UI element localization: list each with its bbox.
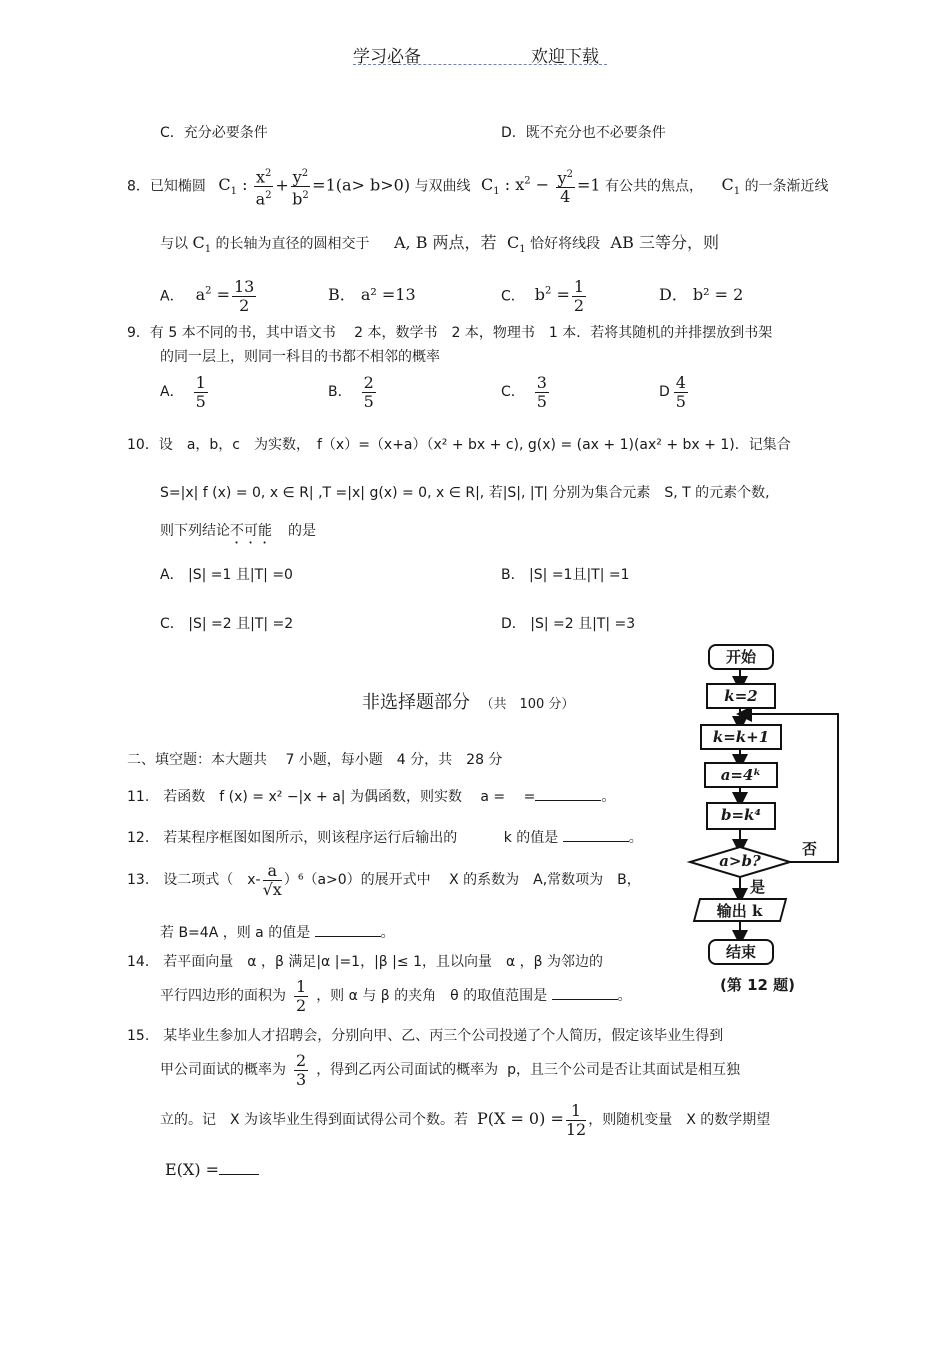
q10-line1: 10．设 a，b，c 为实数， f（x）=（x+a）（x² + bx + c), g(x) = (ax + 1)(ax² + bx + 1)．记集合	[127, 437, 791, 453]
q8-option-c: C． $b^2$ = $\frac{1}{2}$	[501, 276, 585, 315]
q10-option-c: C． |S| =2 且|T| =2	[160, 616, 294, 632]
q11-text: 11. 若函数 f (x) = x² −|x + a| 为偶函数，则实数 a = = 。	[127, 789, 616, 805]
header-right: 欢迎下载	[531, 47, 599, 67]
q7-option-c: C．充分必要条件	[160, 125, 268, 141]
q13-line1: 13. 设二项式（ x- $\frac{a}{√x}$ ）⁶（a>0）的展开式中 X 的系数为 A,常数项为 B，	[127, 860, 641, 899]
part2-intro: 二、填空题：本大题共 7 小题，每小题 4 分，共 28 分	[127, 752, 503, 768]
q8-line2: 与以 $C_1$ 的长轴为直径的圆相交于 A, B 两点，若 $C_1$ 恰好将线段 AB 三等分，则	[160, 233, 719, 256]
q10-line2: S=|x| f (x) = 0, x ∈ R| ,T =|x| g(x) = 0, x ∈ R|, 若|S|, |T| 分别为集合元素 S, T 的元素个数,	[160, 485, 770, 501]
flowchart-assign-b: b=k⁴	[706, 802, 776, 830]
q13-line2: 若 B=4A ，则 a 的值是 。	[160, 925, 395, 941]
flowchart-increment-k: k=k+1	[700, 724, 782, 750]
q8-option-d: D． b² = 2	[659, 285, 744, 304]
q10-line3: 则下列结论不可能 的是	[160, 523, 316, 539]
flowchart	[680, 640, 850, 1000]
q9-line1: 9．有 5 本不同的书，其中语文书 2 本，数学书 2 本，物理书 1 本．若将其随机的并排摆放到书架	[127, 325, 773, 341]
q7-option-d: D．既不充分也不必要条件	[501, 125, 666, 141]
q8-option-b: B． a² =13	[328, 285, 416, 304]
q12-text: 12. 若某程序框图如图所示，则该程序运行后输出的 k 的值是 。	[127, 830, 643, 846]
q14-line2: 平行四边形的面积为 $\frac{1}{2}$ ，则 α 与 β 的夹角 θ 的取值范围是 。	[160, 976, 632, 1015]
q8-option-a: A． $a^2$ = $\frac{13}{2}$	[160, 276, 255, 315]
q9-option-b: B． $\frac{2}{5}$	[328, 372, 374, 411]
flowchart-output: 输出 k	[693, 898, 787, 922]
q9-option-d: D $\frac{4}{5}$	[659, 372, 686, 411]
q15-line4: E(X) =	[165, 1160, 259, 1179]
flowchart-condition: a>b?	[719, 852, 761, 870]
flowchart-start: 开始	[708, 644, 774, 670]
flowchart-yes-label: 是	[750, 878, 766, 896]
header-divider	[353, 64, 607, 65]
flowchart-caption: (第 12 题)	[720, 976, 796, 994]
q10-option-a: A． |S| =1 且|T| =0	[160, 567, 293, 583]
flowchart-end: 结束	[708, 939, 774, 965]
section-heading: 非选择题部分 （共 100 分）	[362, 692, 575, 713]
q15-line2: 甲公司面试的概率为 $\frac{2}{3}$ ，得到乙丙公司面试的概率为 p，且三个公司是否让其面试是相互独	[160, 1050, 740, 1089]
flowchart-init-k: k=2	[706, 683, 776, 709]
q10-option-d: D． |S| =2 且|T| =3	[501, 616, 636, 632]
q9-option-c: C． $\frac{3}{5}$	[501, 372, 547, 411]
header-left: 学习必备	[353, 47, 421, 67]
q9-line2: 的同一层上，则同一科目的书都不相邻的概率	[160, 349, 440, 365]
q8-line1: 8．已知椭圆 $C_1$ : $\frac{x^2}{a^2}$ + $\frac{y^2}{b^2}$ =1(a> b>0) 与双曲线 $C_1$ : $x^2$ − $\frac{y^2}{4}$ =1 有公共的焦点， $C_1$ 的一条渐近线	[127, 160, 829, 215]
q15-line1: 15. 某毕业生参加人才招聘会，分别向甲、乙、丙三个公司投递了个人简历，假定该毕业生得到	[127, 1028, 724, 1044]
flowchart-no-label: 否	[802, 840, 818, 858]
q15-line3: 立的。记 X 为该毕业生得到面试得公司个数。若 P(X = 0) = $\frac{1}{12}$ ，则随机变量 X 的数学期望	[160, 1100, 771, 1139]
q9-option-a: A． $\frac{1}{5}$	[160, 372, 206, 411]
q14-line1: 14. 若平面向量 α ，β 满足|α |=1，|β |≤ 1，且以向量 α ，β 为邻边的	[127, 954, 604, 970]
flowchart-assign-a: a=4ᵏ	[704, 762, 778, 788]
q10-option-b: B． |S| =1且|T| =1	[501, 567, 630, 583]
